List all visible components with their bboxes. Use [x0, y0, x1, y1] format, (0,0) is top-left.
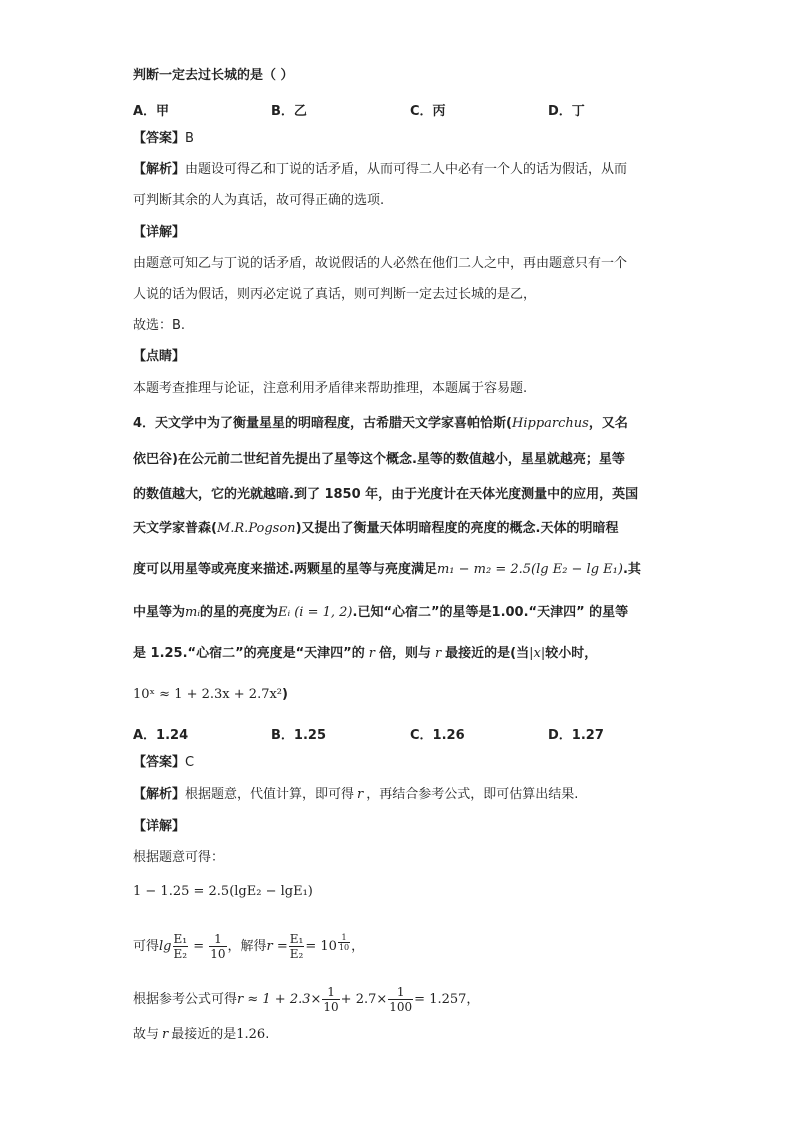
denominator: 10 [338, 943, 350, 952]
stem-text: ) [282, 687, 288, 702]
q3-option-c: C．丙 [410, 104, 446, 119]
q3-comment: 本题考查推理与论证，注意利用矛盾律来帮助推理，本题属于容易题. [133, 381, 528, 396]
q4-stem-line-6 [133, 605, 628, 621]
q4-option-b: B．1.25 [271, 728, 326, 743]
stem-text: 中星等为 [133, 605, 186, 620]
stem-text: 较小时， [545, 646, 598, 661]
q4-option-c: C．1.26 [410, 728, 465, 743]
stem-text: 是 1.25.“心宿二”的亮度是“天津四”的 [133, 646, 365, 661]
answer-tag: 【答案】 [133, 755, 186, 770]
q3-option-a: A．甲 [133, 104, 170, 119]
formula: + 2.7× [340, 992, 388, 1007]
formula: r [357, 787, 364, 802]
q4-analysis [133, 787, 578, 803]
detail-text: 故与 [133, 1027, 160, 1042]
answer-tag: 【答案】 [133, 131, 186, 146]
analysis-text: 由题设可得乙和丁说的话矛盾，从而可得二人中必有一个人的话为假话，从而 [185, 162, 628, 177]
detail-text: ，解得 [227, 939, 267, 954]
formula: = 1.257 [414, 992, 467, 1007]
formula: r = [266, 939, 288, 954]
answer-value: C [185, 755, 195, 770]
fraction-1-over-10 [322, 985, 339, 1014]
math-name: M.R.Pogson [216, 521, 296, 536]
analysis-text: 根据题意，代值计算，即可得 [185, 787, 355, 802]
q4-stem-line-8 [133, 687, 288, 703]
q4-stem-line-4 [133, 521, 618, 537]
stem-text: 的星的亮度为 [199, 605, 278, 620]
q3-stem-tail: 判断一定去过长城的是（ ） [133, 68, 294, 83]
formula: = 10 [305, 939, 337, 954]
detail-text: ， [351, 939, 365, 954]
q4-answer [133, 755, 194, 771]
fraction-e1-over-e2 [173, 932, 189, 961]
formula: 10ˣ ≈ 1 + 2.3x + 2.7x² [133, 687, 283, 702]
q3-detail-line-1: 由题意可知乙与丁说的话矛盾，故说假话的人必然在他们二人之中，再由题意只有一个 [133, 256, 628, 271]
formula: r [368, 646, 375, 661]
numerator: 1 [209, 932, 226, 947]
stem-text: 倍，则与 [378, 646, 431, 661]
q4-option-a: A．1.24 [133, 728, 189, 743]
fraction-1-over-100 [388, 985, 413, 1014]
q4-stem-line-3: 的数值越大，它的光就越暗.到了 1850 年，由于光度计在天体光度测量中的应用，英国 [133, 487, 639, 502]
q3-answer [133, 131, 194, 147]
detail-text: 最接近的是 [171, 1027, 237, 1042]
fraction-e1-over-e2 [289, 932, 305, 961]
q3-detail-line-2: 人说的话为假话，则丙必定说了真话，则可判断一定去过长城的是乙， [133, 287, 537, 302]
q4-detail-line-1: 根据题意可得： [133, 850, 225, 865]
formula: 1 − 1.25 = 2.5(lgE₂ − lgE₁) [133, 884, 313, 899]
stem-text: 天文学家普森( [133, 521, 217, 536]
q4-stem-line-7 [133, 646, 597, 662]
analysis-tag: 【解析】 [133, 787, 186, 802]
q3-analysis-line-2: 可判断其余的人为真话，故可得正确的选项. [133, 193, 385, 208]
formula: 1.26 [236, 1027, 266, 1042]
formula: mᵢ [185, 605, 200, 620]
detail-text: 根据参考公式可得 [133, 992, 238, 1007]
stem-text: .其 [622, 562, 641, 577]
q3-detail-line-3: 故选：B. [133, 318, 186, 333]
formula: r [162, 1027, 169, 1042]
q3-detail-tag: 【详解】 [133, 225, 186, 240]
detail-text: . [265, 1027, 270, 1042]
denominator: 10 [210, 947, 226, 961]
stem-text: )又提出了衡量天体明暗程度的亮度的概念.天体的明暗程 [295, 521, 619, 536]
q4-detail-line-2 [133, 884, 313, 900]
stem-text: 最接近的是(当 [445, 646, 530, 661]
formula: lg [159, 939, 172, 954]
q4-detail-tag: 【详解】 [133, 819, 186, 834]
numerator: E₁ [289, 932, 304, 946]
q4-detail-line-3: 可得lg $\frac{\text{E₁}}{\text{E₂}}$ = $\frac{1}{10}$ ，解得r = $\frac{\text{E₁}}{\text{E₂}}$ = 10 $\frac{1}{10}$ ， [133, 932, 365, 961]
denominator: 10 [323, 1000, 339, 1014]
q4-detail-line-5 [133, 1027, 269, 1043]
q3-option-d: D．丁 [548, 104, 585, 119]
numerator: 1 [388, 985, 413, 1000]
answer-value: B [185, 131, 194, 146]
q4-stem-line-1 [133, 416, 628, 432]
detail-text: ， [466, 992, 480, 1007]
q4-stem-line-2: 依巴谷)在公元前二世纪首先提出了星等这个概念.星等的数值越小，星星就越亮；星等 [133, 452, 625, 467]
analysis-text: ，再结合参考公式，即可估算出结果. [366, 787, 579, 802]
formula: r [434, 646, 442, 661]
detail-text: 可得 [133, 939, 160, 954]
denominator: 100 [389, 1000, 413, 1014]
q3-analysis-line-1 [133, 162, 627, 178]
q3-option-b: B．乙 [271, 104, 307, 119]
stem-text: ，又名 [588, 416, 628, 431]
formula: r ≈ 1 + 2.3× [237, 992, 322, 1007]
denominator: E₂ [173, 947, 188, 961]
stem-text: 度可以用星等或亮度来描述.两颗星的星等与亮度满足 [133, 562, 437, 577]
formula: |x| [529, 646, 546, 661]
q4-stem-line-5 [133, 562, 641, 578]
numerator: 1 [322, 985, 339, 1000]
formula: m₁ − m₂ = 2.5(lg E₂ − lg E₁) [436, 562, 623, 577]
math-name: Hipparchus [512, 416, 589, 431]
analysis-tag: 【解析】 [133, 162, 186, 177]
q3-comment-tag: 【点睛】 [133, 349, 186, 364]
fraction-1-over-10 [209, 932, 226, 961]
q4-detail-line-4 [133, 980, 479, 1020]
stem-text: 4．天文学中为了衡量星星的明暗程度，古希腊天文学家喜帕恰斯( [133, 416, 512, 431]
stem-text: .已知“心宿二”的星等是1.00.“天津四” 的星等 [352, 605, 629, 620]
exponent-1-over-10 [338, 933, 350, 952]
numerator: E₁ [173, 932, 188, 946]
q4-option-d: D．1.27 [548, 728, 604, 743]
numerator: 1 [338, 933, 350, 943]
denominator: E₂ [289, 947, 304, 961]
formula: Eᵢ (i = 1, 2) [277, 605, 353, 620]
